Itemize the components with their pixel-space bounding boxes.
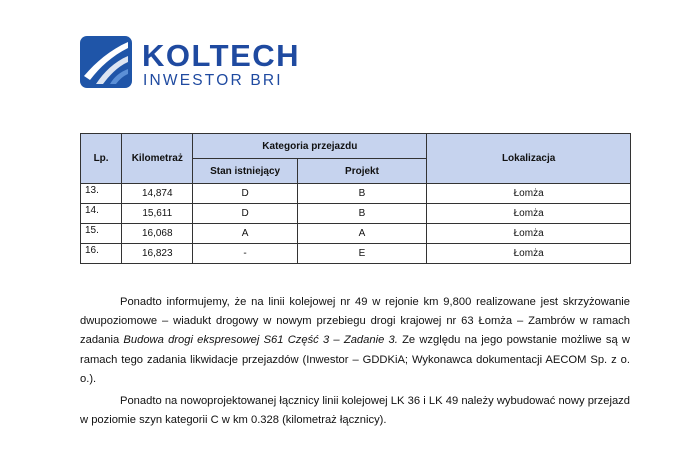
table-row <box>81 184 631 204</box>
cell-project: E <box>297 244 426 264</box>
cell-km: 16,823 <box>122 244 193 264</box>
header-projekt: Projekt <box>297 159 426 184</box>
paragraph-likwidacje <box>80 293 630 389</box>
crossings-table <box>80 133 631 264</box>
cell-km: 16,068 <box>122 224 193 244</box>
cell-existing: A <box>193 224 297 244</box>
cell-location: Łomża <box>427 224 631 244</box>
cell-project: B <box>297 184 426 204</box>
table-row <box>81 224 631 244</box>
header-stan-istniejacy: Stan istniejący <box>193 159 297 184</box>
cell-lp: 13. <box>81 184 122 204</box>
cell-lp: 14. <box>81 204 122 224</box>
paragraph-italic-task: Budowa drogi ekspresowej S61 Część 3 – Zadanie 3. <box>123 334 398 347</box>
paragraph-nowy-przejazd <box>80 392 630 430</box>
cell-lp: 15. <box>81 224 122 244</box>
table-row <box>81 204 631 224</box>
logo-name: KOLTECH <box>142 38 301 73</box>
cell-location: Łomża <box>427 244 631 264</box>
cell-existing: D <box>193 204 297 224</box>
cell-existing: D <box>193 184 297 204</box>
cell-km: 14,874 <box>122 184 193 204</box>
koltech-emblem-icon <box>80 36 132 88</box>
cell-project: B <box>297 204 426 224</box>
logo-subtitle: INWESTOR BRI <box>143 72 283 89</box>
paragraph-text: Ze względu na jego powstanie możliwe są w ramach tego zadania likwidacje przejazdów (Inwestor – GDDKiA; Wykonawca dokumentacji AECOM Sp. z o. o.). <box>80 334 630 385</box>
paragraph-text: Ponadto na nowoprojektowanej łącznicy linii kolejowej LK 36 i LK 49 należy wybudować nowy przejazd w poziomie szyn kategorii C w km 0.328 (kilometraż łącznicy). <box>80 395 630 427</box>
header-lp: Lp. <box>81 134 122 184</box>
header-kategoria: Kategoria przejazdu <box>193 134 427 159</box>
koltech-logo <box>80 36 301 92</box>
header-lokalizacja: Lokalizacja <box>427 134 631 184</box>
cell-project: A <box>297 224 426 244</box>
cell-km: 15,611 <box>122 204 193 224</box>
cell-existing: - <box>193 244 297 264</box>
cell-location: Łomża <box>427 204 631 224</box>
cell-location: Łomża <box>427 184 631 204</box>
cell-lp: 16. <box>81 244 122 264</box>
header-kilometraz: Kilometraż <box>122 134 193 184</box>
table-row <box>81 244 631 264</box>
paragraph-text: Ponadto informujemy, że na linii kolejowej nr 49 w rejonie km 9,800 realizowane jest skrzyżowanie dwupoziomowe – wiadukt drogowy w nowym przebiegu drogi krajowej nr 63 Łomża – Zambrów w ramach zadania <box>80 296 630 347</box>
